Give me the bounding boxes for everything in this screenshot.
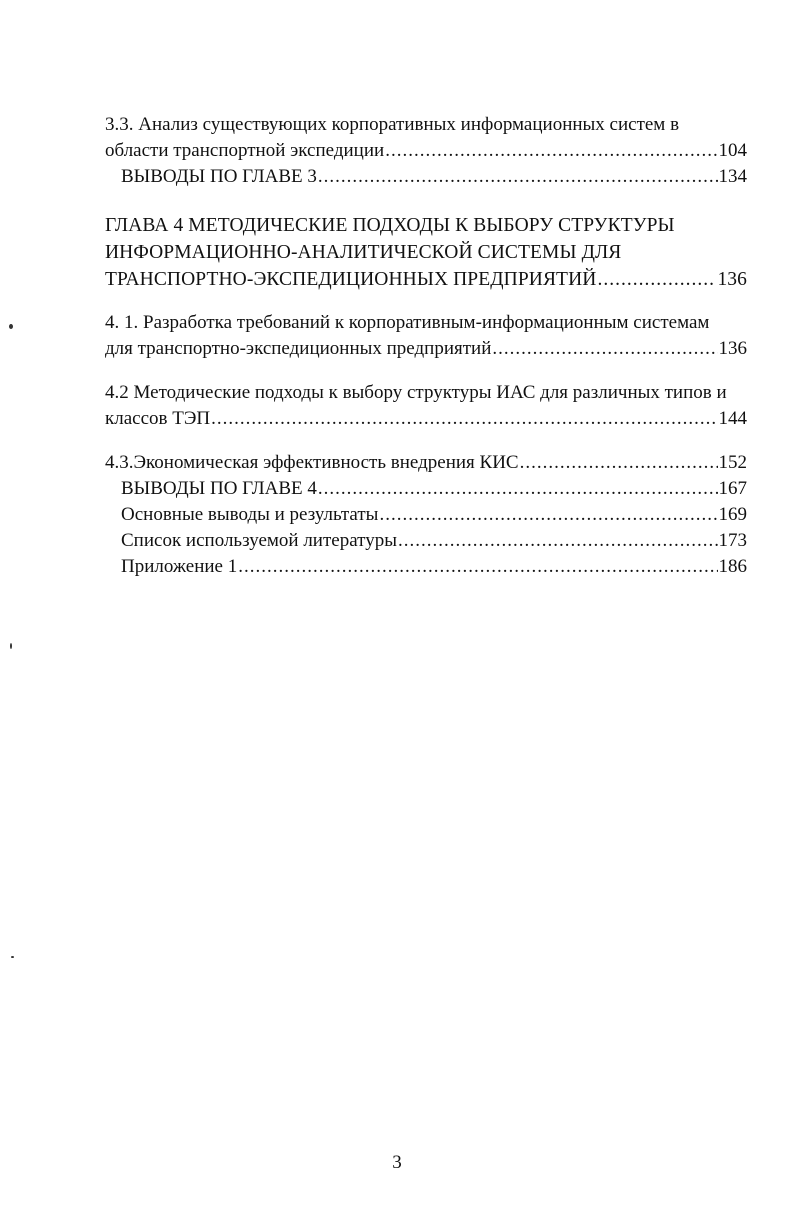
toc-entry-chapter-4 xyxy=(105,212,747,293)
toc-page-number: 136 xyxy=(717,269,747,290)
toc-entry-text: ИНФОРМАЦИОННО-АНАЛИТИЧЕСКОЙ СИСТЕМЫ ДЛЯ xyxy=(105,242,622,263)
scan-speck xyxy=(9,324,13,329)
toc-entry-appendix-1 xyxy=(105,554,747,580)
toc-page-number: 136 xyxy=(718,338,747,359)
toc-entry-4-2 xyxy=(105,380,747,432)
dot-leader xyxy=(385,138,717,164)
toc-entry-text: 3.3. Анализ существующих корпоративных информационных систем в xyxy=(105,114,680,135)
scan-speck xyxy=(10,643,12,649)
dot-leader xyxy=(211,406,717,432)
dot-leader xyxy=(379,502,717,528)
dot-leader xyxy=(398,528,718,554)
scan-speck xyxy=(11,956,14,958)
page-number: 3 xyxy=(392,1152,402,1173)
toc-entry-3-3 xyxy=(105,112,747,164)
toc-entry-text: 4.2 Методические подходы к выбору структуры ИАС для различных типов и xyxy=(105,382,727,403)
toc-entry-text: классов ТЭП xyxy=(105,408,211,429)
toc-entry-text: Основные выводы и результаты xyxy=(121,504,379,525)
dot-leader xyxy=(318,476,718,502)
toc-entry-4-3 xyxy=(105,450,747,476)
toc-page-number: 104 xyxy=(718,140,747,161)
toc-entry-text: ТРАНСПОРТНО-ЭКСПЕДИЦИОННЫХ ПРЕДПРИЯТИЙ xyxy=(105,269,597,290)
toc-entry-conclusions-4 xyxy=(105,476,747,502)
dot-leader xyxy=(492,336,717,362)
toc-entry-text: ВЫВОДЫ ПО ГЛАВЕ 4 xyxy=(121,478,317,499)
toc-page-number: 186 xyxy=(718,556,747,577)
toc-page-number: 173 xyxy=(718,530,747,551)
toc-page-number: 144 xyxy=(718,408,747,429)
toc-entry-bibliography xyxy=(105,528,747,554)
toc-page-number: 152 xyxy=(718,452,747,473)
toc-entry-text: 4.3.Экономическая эффективность внедрения КИС xyxy=(105,452,519,473)
table-of-contents xyxy=(105,112,747,580)
toc-entry-text: Приложение 1 xyxy=(121,556,238,577)
toc-page-number: 169 xyxy=(718,504,747,525)
dot-leader xyxy=(597,266,716,293)
toc-entry-conclusions-3 xyxy=(105,164,747,190)
dot-leader xyxy=(238,554,717,580)
dot-leader xyxy=(520,450,718,476)
dot-leader xyxy=(318,164,718,190)
toc-entry-main-conclusions xyxy=(105,502,747,528)
toc-entry-text: для транспортно-экспедиционных предприятий xyxy=(105,338,492,359)
toc-entry-4-1 xyxy=(105,310,747,362)
toc-entry-text: области транспортной экспедиции xyxy=(105,140,385,161)
toc-entry-text: ВЫВОДЫ ПО ГЛАВЕ 3 xyxy=(121,166,317,187)
toc-page-number: 167 xyxy=(718,478,747,499)
toc-entry-text: Список используемой литературы xyxy=(121,530,397,551)
toc-entry-text: 4. 1. Разработка требований к корпоративным-информационным системам xyxy=(105,312,710,333)
toc-page-number: 134 xyxy=(718,166,747,187)
toc-entry-text: ГЛАВА 4 МЕТОДИЧЕСКИЕ ПОДХОДЫ К ВЫБОРУ СТРУКТУРЫ xyxy=(105,215,675,236)
